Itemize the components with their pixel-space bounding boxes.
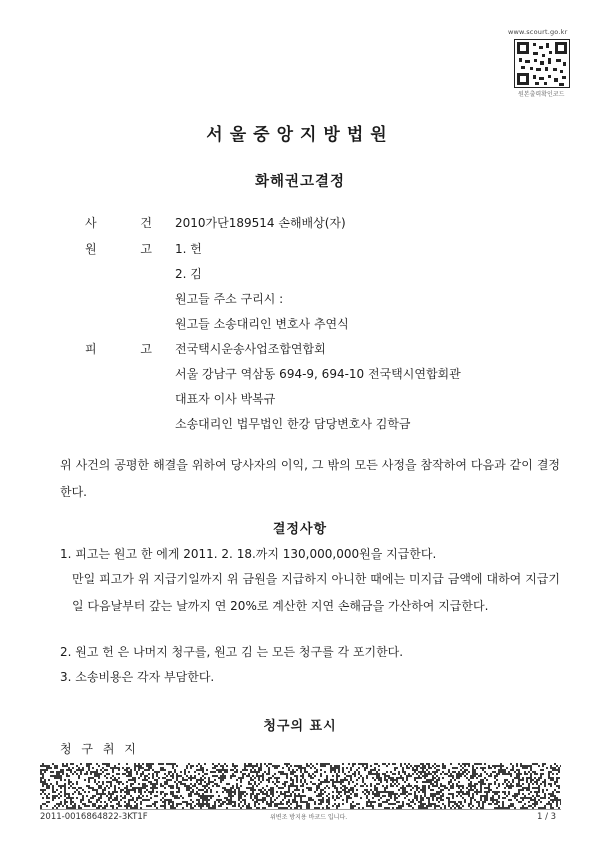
plaintiff-line: 1. 헌 — [175, 242, 202, 256]
decision-item-1: 1. 피고는 원고 한 에게 2011. 2. 18.까지 130,000,000원을 지급한다. — [60, 547, 437, 561]
court-name: 서울중앙지방법원 — [206, 125, 394, 145]
verification-qr-code — [514, 39, 570, 88]
defendant-attorney: 소송대리인 법무법인 한강 담당변호사 김학금 — [175, 417, 411, 431]
plaintiff-attorney: 원고들 소송대리인 변호사 추연식 — [175, 317, 349, 331]
court-url[interactable]: www.scourt.go.kr — [508, 28, 568, 36]
defendant-label: 피 고 — [85, 342, 172, 356]
barcode-note: 위변조 방지용 바코드 입니다. — [270, 814, 348, 821]
decision-item-2: 2. 원고 헌 은 나머지 청구를, 원고 김 는 모든 청구를 각 포기한다. — [60, 645, 404, 659]
case-value: 2010가단189514 손해배상(자) — [175, 216, 346, 230]
qr-caption: 원본출력확인코드 — [518, 91, 565, 98]
page-number: 1 / 3 — [537, 812, 557, 822]
decision-item-3: 3. 소송비용은 각자 부담한다. — [60, 670, 215, 684]
plaintiff-address: 원고들 주소 구리시 : — [175, 292, 284, 306]
document-title: 화해권고결정 — [254, 174, 346, 190]
intro-paragraph: 위 사건의 공평한 해결을 위하여 당사자의 이익, 그 밖의 모든 사정을 참작하여 다음과 같이 결정한다. — [60, 458, 560, 499]
plaintiff-label: 원 고 — [85, 242, 172, 256]
defendant-address: 서울 강남구 역삼동 694-9, 694-10 전국택시연합회관 — [175, 367, 461, 381]
anti-forgery-barcode — [40, 763, 561, 809]
claims-heading: 청구의 표시 — [263, 719, 337, 734]
defendant-name: 전국택시운송사업조합연합회 — [175, 342, 326, 356]
claims-subheading: 청 구 취 지 — [60, 742, 139, 756]
barcode-pattern-icon — [40, 763, 561, 809]
qr-pattern-icon — [515, 40, 569, 87]
plaintiff-line: 2. 김 — [175, 267, 202, 281]
decision-item-1-detail: 만일 피고가 위 지급기일까지 위 금원을 지급하지 아니한 때에는 미지급 금액에 대하여 지급기일 다음날부터 갚는 날까지 연 20%로 계산한 지연 손해금을 가산하여 지급한다. — [72, 572, 560, 613]
defendant-representative: 대표자 이사 박복규 — [175, 392, 276, 406]
decision-heading: 결정사항 — [272, 522, 328, 537]
case-label: 사 건 — [85, 216, 172, 230]
document-id: 2011-0016864822-3KT1F — [40, 812, 148, 822]
